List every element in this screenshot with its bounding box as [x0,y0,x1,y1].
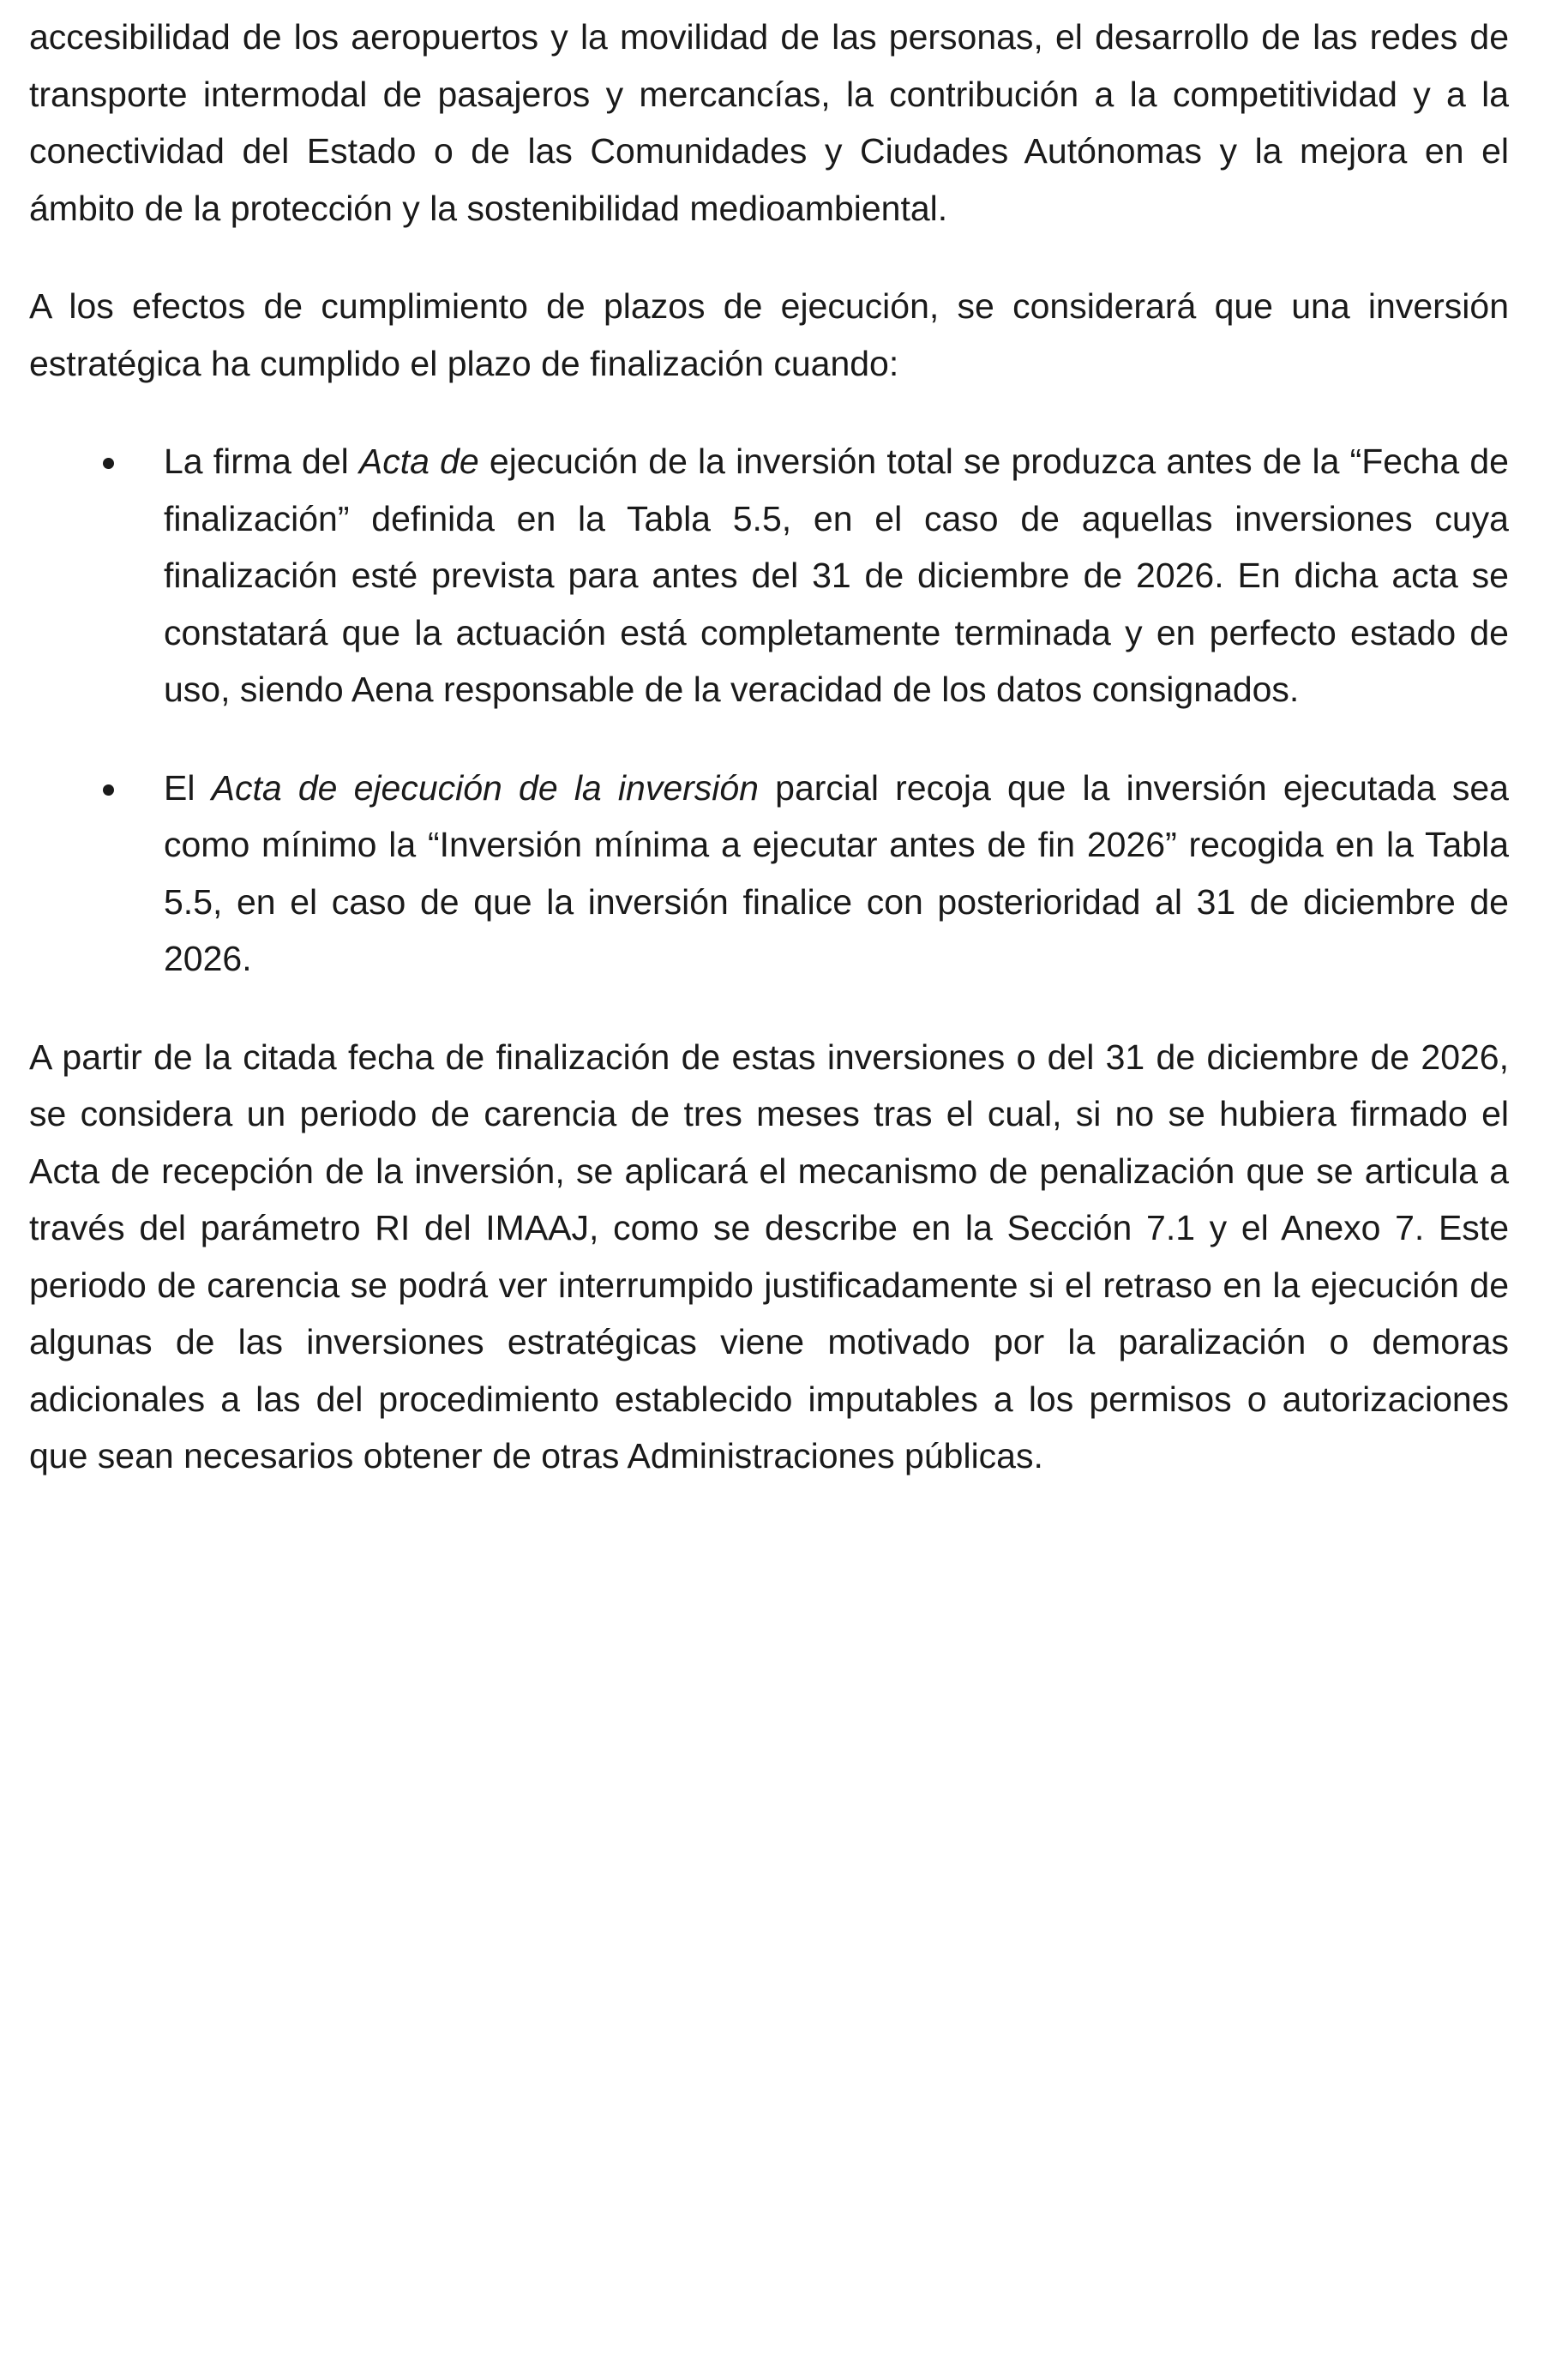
bullet-text: El [164,767,212,808]
bullet-list [29,433,1509,988]
bullet-text: La firma del [164,442,359,481]
bullet-item [29,433,1509,718]
bullet-item [29,760,1509,988]
bullet-text-italic: Acta de ejecución de la inversión [211,767,759,808]
paragraph: A partir de la citada fecha de finalización de estas inversiones o del 31 de diciembre de 2026, se considera un periodo de carencia de tres meses tras el cual, si no se hubiera firmado el Acta de recepción de la inversión, se aplicará el mecanismo de penalización que se articula a través del parámetro RI del IMAAJ, como se describe en la Sección 7.1 y el Anexo 7. Este periodo de carencia se podrá ver interrumpido justificadamente si el retraso en la ejecución de algunas de las inversiones estratégicas viene motivado por la paralización o demoras adicionales a las del procedimiento establecido imputables a los permisos o autorizaciones que sean necesarios obtener de otras Administraciones públicas. [29,1037,1509,1475]
bullet-icon [103,784,114,796]
bullet-text: parcial recoja que la inversión ejecutada sea como mínimo la “Inversión mínima a ejecutar antes de fin 2026” recogida en la Tabla 5.5, en el caso de que la inversión finalice con posterioridad al 31 de diciembre de 2026. [164,767,1509,978]
bullet-icon [103,458,114,469]
bullet-text-italic: Acta de [358,442,479,481]
paragraph: accesibilidad de los aeropuertos y la movilidad de las personas, el desarrollo de las redes de transporte intermodal de pasajeros y mercancías, la contribución a la competitividad y a la conectividad del Estado o de las Comunidades y Ciudades Autónomas y la mejora en el ámbito de la protección y la sostenibilidad medioambiental. [29,17,1509,228]
bullet-text: ejecución de la inversión total se produzca antes de la “Fecha de finalización” definida en la Tabla 5.5, en el caso de aquellas inversiones cuya finalización esté prevista para antes del 31 de diciembre de 2026. En dicha acta se constatará que la actuación está completamente terminada y en perfecto estado de uso, siendo Aena responsable de la veracidad de los datos consignados. [164,442,1509,709]
paragraph: A los efectos de cumplimiento de plazos de ejecución, se considerará que una inversión estratégica ha cumplido el plazo de finalización cuando: [29,286,1509,383]
document-body [29,9,1509,1485]
